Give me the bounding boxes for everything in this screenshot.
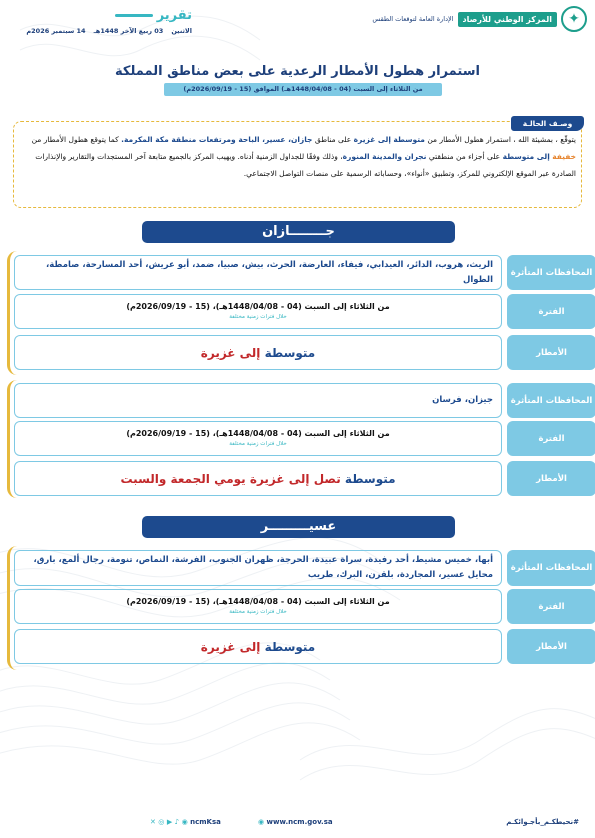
region-header-jazan: جــــــــازان xyxy=(142,221,455,243)
report-day: الاثنين xyxy=(171,27,192,35)
report-title: تقرير xyxy=(12,8,192,23)
asir-g1-governorates-row xyxy=(14,550,595,586)
ncm-logo xyxy=(368,6,587,32)
palm-emblem-icon: ✦ xyxy=(561,6,587,32)
period-label: الفترة xyxy=(507,294,595,329)
rain-value: متوسطة تصل إلى غزيرة يومي الجمعة والسبت xyxy=(14,461,502,496)
jazan-group-2 xyxy=(7,380,593,498)
center-name: المركز الوطني للأرصاد xyxy=(458,12,557,27)
period-value: من الثلاثاء إلى السبت (04 - 1448/04/08هـ)، (15 - 2026/09/19م) خلال فترات زمنية مختلفة xyxy=(14,589,502,624)
region-header-asir: عسيـــــــــر xyxy=(142,516,455,538)
rain-label: الأمطار xyxy=(507,461,595,496)
jazan-g2-rain-row xyxy=(14,461,595,496)
governorates-label: المحافظات المتأثرة xyxy=(507,550,595,586)
governorates-value: جيزان، فرسان xyxy=(14,383,502,418)
title-underline xyxy=(115,14,153,17)
period-label: الفترة xyxy=(507,589,595,624)
rain-value: متوسطة إلى غزيرة xyxy=(14,629,502,664)
jazan-group-1 xyxy=(7,251,593,375)
governorates-label: المحافظات المتأثرة xyxy=(507,383,595,418)
department-name: الإدارة العامة لتوقعات الطقس xyxy=(372,15,454,23)
governorates-value: أبها، خميس مشيط، أحد رفيدة، سراة عبيدة، الحرجة، ظهران الجنوب، الفرشة، النماص، تنومة، رجال ألمع، بارق، محايل عسير، المجاردة، بلقرن، البرك، طريب xyxy=(14,550,502,586)
footer-website[interactable]: ◉ www.ncm.gov.sa xyxy=(258,818,333,826)
rain-label: الأمطار xyxy=(507,335,595,370)
jazan-g1-period-row xyxy=(14,294,595,329)
jazan-g1-governorates-row xyxy=(14,255,595,290)
state-description-text: يتوقّع ، بمشيئة الله ، استمرار هطول الأمطار من متوسطة إلى غزيرة على مناطق جازان، عسير، الباحة ومرتفعات منطقة مكة المكرمة. كما يتوقع هطول الأمطار من خفيفة إلى متوسطة على أجزاء من منطقتي نجران والمدينة المنورة، وذلك وفقًا للجداول الزمنية أدناه. ويهيب المركز بالجميع متابعة آخر المستجدات والتقارير والإنذارات الصادرة عبر الموقع الإلكتروني للمركز، وتطبيق «أنواء»، وحساباته الرسمية على منصات التواصل الاجتماعي. xyxy=(31,135,576,178)
period-value: من الثلاثاء إلى السبت (04 - 1448/04/08هـ)، (15 - 2026/09/19م) خلال فترات زمنية مختلفة xyxy=(14,421,502,456)
asir-group-1 xyxy=(7,546,593,670)
report-hijri-date: 03 ربيع الآخر 1448هـ xyxy=(93,27,164,35)
report-gregorian-date: 14 سبتمبر 2026م xyxy=(26,27,86,35)
page-title: استمرار هطول الأمطار الرعدية على بعض مناطق المملكة xyxy=(115,64,480,79)
globe-icon: ◉ xyxy=(258,818,265,826)
footer-hashtag: #نحيطكـم_بأجـوائكـم xyxy=(506,818,579,826)
jazan-g2-governorates-row xyxy=(14,383,595,418)
page-header xyxy=(0,0,595,44)
state-description-label: وصـف الحالـة xyxy=(511,116,584,131)
jazan-g2-period-row xyxy=(14,421,595,456)
asir-g1-period-row xyxy=(14,589,595,624)
page-footer xyxy=(0,818,595,832)
page-subtitle: من الثلاثاء إلى السبت (04 - 1448/04/08هـ) الموافق (15 - 2026/09/19م) xyxy=(164,83,442,96)
jazan-g1-rain-row xyxy=(14,335,595,370)
rain-value: متوسطة إلى غزيرة xyxy=(14,335,502,370)
governorates-label: المحافظات المتأثرة xyxy=(507,255,595,290)
footer-social[interactable]: ✕ ◎ ▶ ♪ ◉ ncmKsa xyxy=(150,818,221,826)
period-label: الفترة xyxy=(507,421,595,456)
report-date xyxy=(12,27,192,35)
social-icons: ✕ ◎ ▶ ♪ ◉ xyxy=(150,818,188,826)
rain-label: الأمطار xyxy=(507,629,595,664)
period-value: من الثلاثاء إلى السبت (04 - 1448/04/08هـ)، (15 - 2026/09/19م) خلال فترات زمنية مختلفة xyxy=(14,294,502,329)
report-info xyxy=(12,8,192,35)
governorates-value: الريث، هروب، الدائر، العيدابي، فيفاء، العارضة، الحرث، بيش، صبيا، ضمد، أبو عريش، أحد المسارحة، صامطة، الطوال xyxy=(14,255,502,290)
asir-g1-rain-row xyxy=(14,629,595,664)
